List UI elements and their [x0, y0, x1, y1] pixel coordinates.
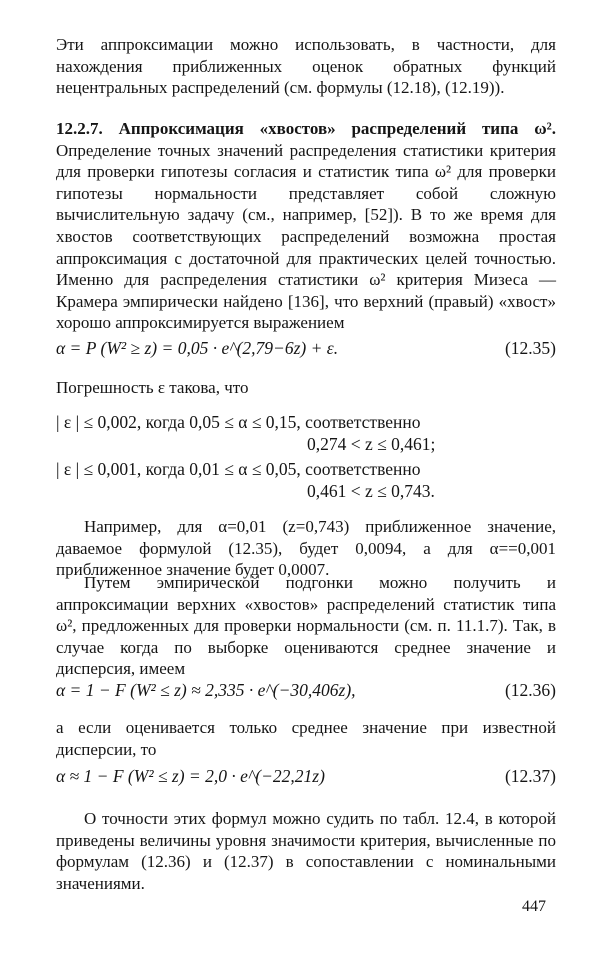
error-intro: Погрешность ε такова, что [56, 378, 249, 397]
section-body: Определение точных значений распределения статистики критерия для проверки гипотезы согласия и статистик типа ω² для проверки гипотезы нормальности представляет собой сложную вычислительную задачу (см., например, [52]). В то же время для хвостов соответствующих распределений возможна простая аппроксимация с достаточной для практических целей точностью. Именно для распределения статистики ω² критерия Мизеса — Крамера эмпирически найдено [136], что верхний (правый) «хвост» хорошо аппроксимируется выражением [56, 140, 556, 333]
paragraph-table-ref: О точности этих формул можно судить по табл. 12.4, в которой приведены величины уровня значимости критерия, вычисленные по формулам (12.36) и (12.37) в сопоставлении с номинальными значениями. [56, 809, 556, 893]
equation-number: (12.35) [504, 338, 556, 358]
condition-1-line-1: | ε | ≤ 0,002, когда 0,05 ≤ α ≤ 0,15, соответственно [56, 412, 421, 432]
equation-12-37 [56, 766, 556, 790]
condition-2-line-1: | ε | ≤ 0,001, когда 0,01 ≤ α ≤ 0,05, соответственно [56, 459, 421, 479]
section-heading: 12.2.7. Аппроксимация «хвостов» распределений типа ω². [56, 119, 556, 138]
equation-number: (12.37) [504, 766, 556, 786]
equation-formula: α = P (W² ≥ z) = 0,05 · e^(2,79−6z) + ε. [56, 338, 339, 358]
equation-formula: α ≈ 1 − F (W² ≤ z) = 2,0 · e^(−22,21z) [56, 766, 325, 786]
equation-number: (12.36) [504, 680, 556, 700]
equation-formula: α = 1 − F (W² ≤ z) ≈ 2,335 · e^(−30,406z), [56, 680, 356, 700]
page-number: 447 [522, 898, 546, 915]
paragraph-example: Например, для α=0,01 (z=0,743) приближенное значение, даваемое формулой (12.35), будет 0,0094, а для α==0,001 приближенное значение будет 0,0007. [56, 517, 556, 580]
paragraph-fitting: Путем эмпирической подгонки можно получить и аппроксимации верхних «хвостов» распределений статистик типа ω², предложенных для проверки нормальности (см. п. 11.1.7). Так, в случае когда по выборке оцениваются среднее значение и дисперсия, имеем [56, 573, 556, 679]
paragraph-intro: Эти аппроксимации можно использовать, в частности, для нахождения приближенных оценок обратных функций нецентральных распределений (см. формулы (12.18), (12.19)). [56, 35, 556, 98]
equation-12-36 [56, 680, 556, 704]
paragraph-known-variance: а если оценивается только среднее значение при известной дисперсии, то [56, 718, 556, 759]
condition-1-line-2: 0,274 < z ≤ 0,461; [307, 434, 436, 454]
condition-2-line-2: 0,461 < z ≤ 0,743. [307, 481, 435, 501]
section-12-2-7 [56, 118, 556, 334]
equation-12-35 [56, 338, 556, 362]
